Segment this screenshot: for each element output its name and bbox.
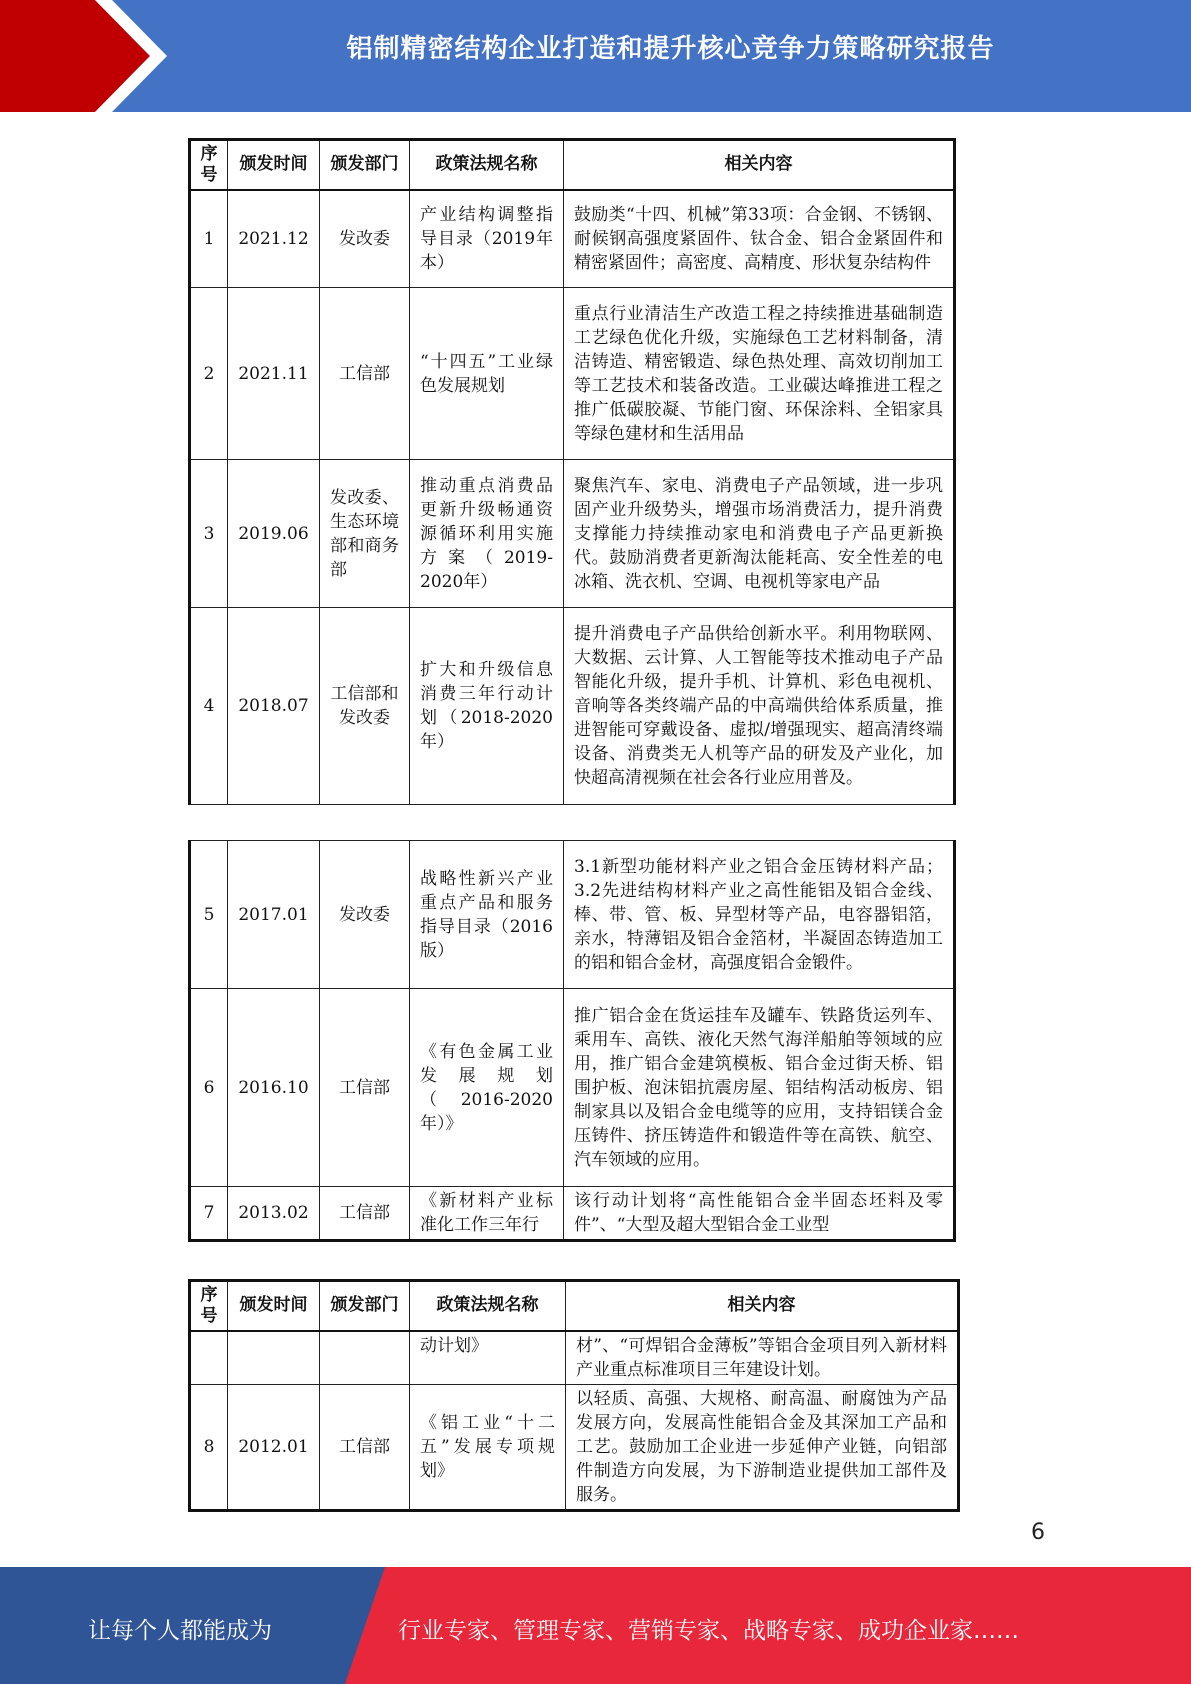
footer-slogan-left: 让每个人都能成为: [88, 1618, 272, 1644]
row-name: 《铝工业“十二五”发展专项规划》: [410, 1385, 566, 1511]
row-dept: 发改委: [320, 841, 410, 989]
row-no: [190, 1331, 228, 1385]
row-content: 该行动计划将“高性能铝合金半固态坯料及零件”、“大型及超大型铝合金工业型: [564, 1187, 955, 1241]
row-date: 2021.11: [228, 288, 320, 460]
row-dept: 工信部: [320, 1385, 410, 1511]
row-content: 以轻质、高强、大规格、耐高温、耐腐蚀为产品发展方向，发展高性能铝合金及其深加工产品和工艺。鼓励加工企业进一步延伸产业链，向铝部件制造方向发展，为下游制造业提供加工部件及服务。: [566, 1385, 959, 1511]
row-content: 3.1新型功能材料产业之铝合金压铸材料产品；3.2先进结构材料产业之高性能铝及铝合金线、棒、带、管、板、异型材等产品，电容器铝箔，亲水，特薄铝及铝合金箔材，半凝固态铸造加工的铝和铝合金材，高强度铝合金锻件。: [564, 841, 955, 989]
row-no: 2: [190, 288, 228, 460]
row-date: 2012.01: [228, 1385, 320, 1511]
col-header-date: 颁发时间: [228, 1281, 320, 1331]
table-row: [190, 460, 955, 608]
row-name: “十四五”工业绿色发展规划: [410, 288, 564, 460]
row-no: 8: [190, 1385, 228, 1511]
row-dept: 发改委: [320, 190, 410, 288]
policy-table-part-1: [188, 138, 956, 805]
row-name: 《有色金属工业发展规划（2016-2020年）》: [410, 989, 564, 1187]
table-row: [190, 1187, 955, 1241]
page-footer: [0, 1567, 1191, 1684]
row-no: 5: [190, 841, 228, 989]
row-content: 聚焦汽车、家电、消费电子产品领域，进一步巩固产业升级势头，增强市场消费活力，提升消费支撑能力持续推动家电和消费电子产品更新换代。鼓励消费者更新淘汰能耗高、安全性差的电冰箱、洗衣机、空调、电视机等家电产品: [564, 460, 955, 608]
policy-table-part-3: [188, 1279, 960, 1512]
row-content: 推广铝合金在货运挂车及罐车、铁路货运列车、乘用车、高铁、液化天然气海洋船舶等领域的应用，推广铝合金建筑模板、铝合金过街天桥、铝围护板、泡沫铝抗震房屋、铝结构活动板房、铝制家具以及铝合金电缆等的应用，支持铝镁合金压铸件、挤压铸造件和锻造件等在高铁、航空、汽车领域的应用。: [564, 989, 955, 1187]
row-name: 推动重点消费品更新升级畅通资源循环利用实施方案（2019-2020年）: [410, 460, 564, 608]
row-no: 7: [190, 1187, 228, 1241]
table-row: [190, 1385, 959, 1511]
row-dept: 工信部: [320, 1187, 410, 1241]
row-date: 2018.07: [228, 608, 320, 805]
row-content: 材”、“可焊铝合金薄板”等铝合金项目列入新材料产业重点标准项目三年建设计划。: [566, 1331, 959, 1385]
row-date: [228, 1331, 320, 1385]
row-name: 《新材料产业标准化工作三年行: [410, 1187, 564, 1241]
row-no: 1: [190, 190, 228, 288]
row-name: 产业结构调整指导目录（2019年本）: [410, 190, 564, 288]
row-no: 6: [190, 989, 228, 1187]
row-date: 2017.01: [228, 841, 320, 989]
table-row: [190, 608, 955, 805]
table-header-row: [190, 1281, 959, 1331]
page-number: 6: [1031, 1520, 1045, 1545]
table-row: [190, 288, 955, 460]
policy-table-part-2: [188, 840, 956, 1242]
col-header-no: 序号: [190, 140, 228, 190]
table-row: [190, 190, 955, 288]
col-header-content: 相关内容: [564, 140, 955, 190]
table-header-row: [190, 140, 955, 190]
row-dept: 工信部: [320, 288, 410, 460]
row-date: 2019.06: [228, 460, 320, 608]
col-header-content: 相关内容: [566, 1281, 959, 1331]
table-row: [190, 989, 955, 1187]
col-header-dept: 颁发部门: [320, 1281, 410, 1331]
row-dept: 发改委、生态环境部和商务部: [320, 460, 410, 608]
row-date: 2013.02: [228, 1187, 320, 1241]
col-header-date: 颁发时间: [228, 140, 320, 190]
table-row: [190, 841, 955, 989]
table-row-continued: [190, 1331, 959, 1385]
row-date: 2016.10: [228, 989, 320, 1187]
row-dept: 工信部和发改委: [320, 608, 410, 805]
row-name: 动计划》: [410, 1331, 566, 1385]
row-name: 战略性新兴产业重点产品和服务指导目录（2016版）: [410, 841, 564, 989]
col-header-no: 序号: [190, 1281, 228, 1331]
row-dept: 工信部: [320, 989, 410, 1187]
col-header-dept: 颁发部门: [320, 140, 410, 190]
row-name: 扩大和升级信息消费三年行动计划（2018-2020年）: [410, 608, 564, 805]
row-content: 鼓励类“十四、机械”第33项：合金钢、不锈钢、耐候钢高强度紧固件、钛合金、铝合金紧固件和精密紧固件；高密度、高精度、形状复杂结构件: [564, 190, 955, 288]
col-header-name: 政策法规名称: [410, 1281, 566, 1331]
row-date: 2021.12: [228, 190, 320, 288]
row-content: 重点行业清洁生产改造工程之持续推进基础制造工艺绿色优化升级，实施绿色工艺材料制备，清洁铸造、精密锻造、绿色热处理、高效切削加工等工艺技术和装备改造。工业碳达峰推进工程之推广低碳胶凝、节能门窗、环保涂料、全铝家具等绿色建材和生活用品: [564, 288, 955, 460]
col-header-name: 政策法规名称: [410, 140, 564, 190]
page-header: [0, 0, 1191, 112]
footer-slogan-right: 行业专家、管理专家、营销专家、战略专家、成功企业家……: [398, 1618, 1019, 1644]
report-title: 铝制精密结构企业打造和提升核心竞争力策略研究报告: [346, 34, 995, 64]
row-no: 3: [190, 460, 228, 608]
row-content: 提升消费电子产品供给创新水平。利用物联网、大数据、云计算、人工智能等技术推动电子产品智能化升级，提升手机、计算机、彩色电视机、音响等各类终端产品的中高端供给体系质量，推进智能可穿戴设备、虚拟/增强现实、超高清终端设备、消费类无人机等产品的研发及产业化，加快超高清视频在社会各行业应用普及。: [564, 608, 955, 805]
row-no: 4: [190, 608, 228, 805]
row-dept: [320, 1331, 410, 1385]
